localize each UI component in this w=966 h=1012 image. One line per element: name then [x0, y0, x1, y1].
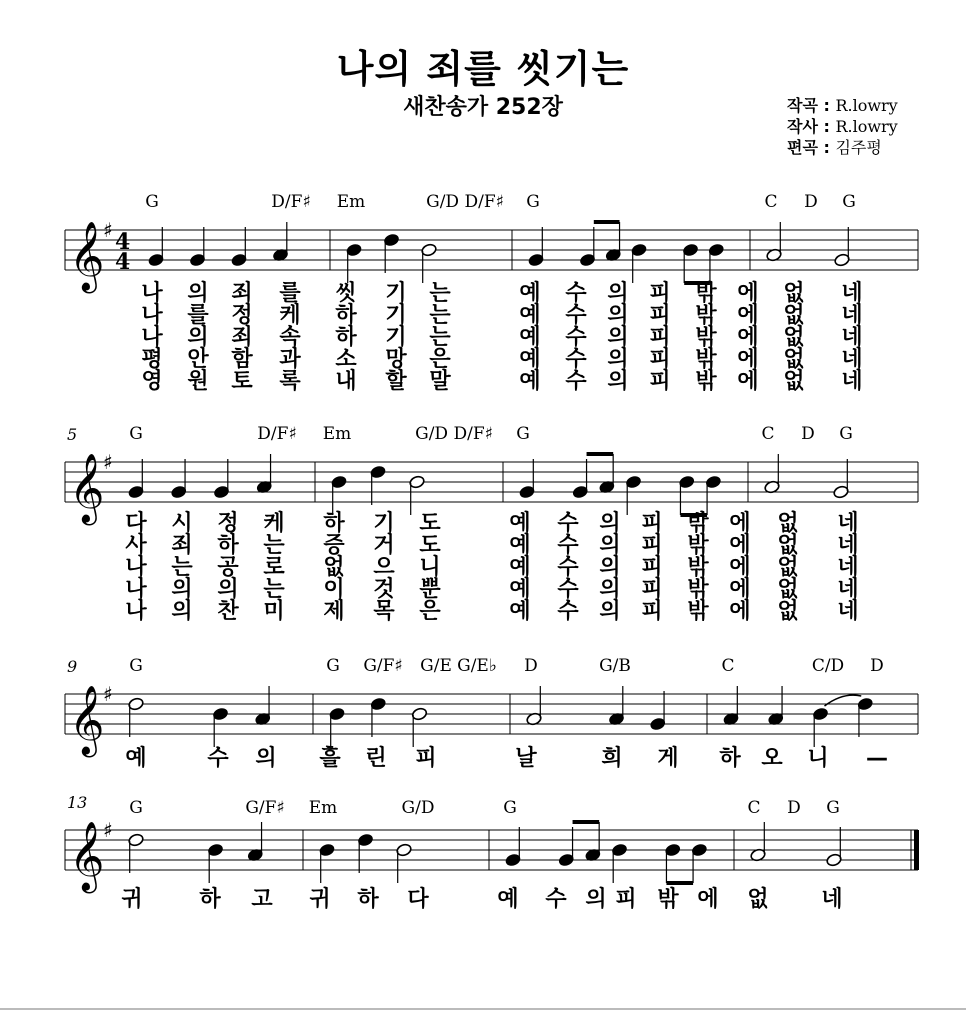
credit-label: 편곡 :: [787, 138, 836, 157]
staff-system: [65, 192, 918, 394]
lyric-syllable: 없: [783, 325, 805, 350]
credit-label: 작사 :: [787, 117, 836, 136]
lyric-syllable: 없: [783, 281, 805, 306]
lyric-syllable: 로: [263, 555, 285, 580]
lyric-syllable: 를: [187, 303, 209, 328]
lyric-syllable: 없: [323, 555, 345, 580]
credit-label: 작곡 :: [787, 96, 836, 115]
lyric-syllable: 나: [141, 325, 163, 350]
chord-symbol: G: [839, 424, 853, 444]
lyric-syllable: 네: [821, 887, 843, 912]
lyric-syllable: 는: [429, 303, 451, 328]
lyric-syllable: 의: [607, 281, 629, 306]
lyric-syllable: 기: [385, 325, 407, 350]
lyric-syllable: 기: [385, 303, 407, 328]
lyric-syllable: 예: [519, 369, 541, 394]
measure-number: 5: [67, 425, 78, 444]
lyric-syllable: 함: [231, 347, 253, 372]
lyric-syllable: 에: [737, 369, 759, 394]
lyric-syllable: 에: [729, 599, 751, 624]
lyric-syllable: 피: [641, 599, 663, 624]
lyric-syllable: 게: [657, 746, 679, 771]
measure-number: 9: [67, 657, 78, 676]
chord-symbol: G: [842, 192, 856, 212]
lyric-syllable: 의: [599, 533, 621, 558]
lyric-syllable: 는: [263, 533, 285, 558]
chord-symbol: C/D: [811, 656, 845, 676]
lyric-syllable: 수: [565, 281, 587, 306]
lyric-syllable: 사: [125, 533, 147, 558]
lyric-syllable: 밖: [695, 347, 717, 372]
lyric-syllable: 피: [641, 511, 663, 536]
lyric-syllable: 를: [279, 281, 301, 306]
lyric-syllable: 밖: [695, 281, 717, 306]
lyric-syllable: 네: [837, 555, 859, 580]
lyric-syllable: 의: [599, 511, 621, 536]
lyric-syllable: 밖: [695, 325, 717, 350]
lyric-syllable: —: [866, 746, 888, 771]
lyric-syllable: 도: [419, 533, 441, 558]
lyric-syllable: 하: [335, 325, 357, 350]
treble-clef-icon: 𝄞: [69, 685, 105, 755]
lyric-syllable: 예: [509, 599, 531, 624]
chord-symbol: G/E: [420, 656, 452, 676]
lyric-syllable: 망: [385, 347, 407, 372]
treble-clef-icon: 𝄞: [69, 221, 105, 291]
lyric-syllable: 의: [607, 303, 629, 328]
lyric-syllable: 네: [837, 577, 859, 602]
lyric-syllable: 나: [141, 281, 163, 306]
lyric-syllable: 수: [565, 303, 587, 328]
lyric-syllable: 귀: [309, 887, 331, 912]
chord-symbol: G: [526, 192, 540, 212]
lyric-syllable: 예: [519, 303, 541, 328]
chord-symbol: D: [801, 424, 815, 444]
lyric-syllable: 밖: [687, 511, 709, 536]
lyric-syllable: 예: [519, 347, 541, 372]
lyric-syllable: 영: [141, 369, 163, 394]
lyric-syllable: 예: [125, 746, 147, 771]
lyric-syllable: 미: [263, 599, 285, 624]
credit-value: 김주평: [835, 138, 882, 157]
staff-system: [65, 793, 919, 912]
lyric-syllable: 토: [231, 369, 253, 394]
chord-symbol: G: [129, 424, 143, 444]
chord-symbol: G: [129, 798, 143, 818]
lyric-syllable: 밖: [687, 577, 709, 602]
treble-clef-icon: 𝄞: [69, 821, 105, 891]
lyric-syllable: 예: [509, 511, 531, 536]
lyric-syllable: 기: [373, 511, 395, 536]
lyric-syllable: 의: [599, 599, 621, 624]
lyric-syllable: 찬: [217, 599, 239, 624]
lyric-syllable: 케: [279, 303, 301, 328]
lyric-syllable: 에: [729, 533, 751, 558]
lyric-syllable: 이: [323, 577, 345, 602]
lyric-syllable: 예: [509, 533, 531, 558]
lyric-syllable: 내: [335, 369, 357, 394]
final-barline: [914, 830, 919, 870]
chord-symbol: C: [721, 656, 735, 676]
lyric-syllable: 의: [187, 281, 209, 306]
chord-symbol: G/D D/F♯: [426, 192, 504, 212]
lyric-syllable: 속: [279, 325, 301, 350]
lyric-syllable: 네: [841, 281, 863, 306]
lyric-syllable: 죄: [231, 281, 253, 306]
lyric-syllable: 소: [335, 347, 357, 372]
lyric-syllable: 나: [141, 303, 163, 328]
lyric-syllable: 수: [207, 746, 229, 771]
lyric-syllable: 피: [649, 325, 671, 350]
lyric-syllable: 나: [125, 577, 147, 602]
lyric-syllable: 없: [777, 533, 799, 558]
chord-symbol: G/E♭: [457, 656, 497, 676]
chord-symbol: G/F♯: [363, 656, 403, 676]
lyric-syllable: 는: [429, 281, 451, 306]
lyric-syllable: 의: [607, 325, 629, 350]
lyric-syllable: 에: [737, 281, 759, 306]
lyric-syllable: 피: [649, 369, 671, 394]
lyric-syllable: 린: [365, 746, 387, 771]
lyric-syllable: 피: [641, 533, 663, 558]
lyric-syllable: 예: [519, 325, 541, 350]
lyric-syllable: 의: [255, 746, 277, 771]
lyric-syllable: 수: [565, 325, 587, 350]
lyric-syllable: 록: [279, 369, 301, 394]
lyric-syllable: 거: [373, 533, 395, 558]
lyric-syllable: 밖: [657, 887, 679, 912]
key-signature-sharp: ♯: [103, 682, 113, 706]
chord-symbol: G: [129, 656, 143, 676]
lyric-syllable: 밖: [695, 303, 717, 328]
lyric-syllable: 말: [429, 369, 451, 394]
chord-symbol: G: [326, 656, 340, 676]
chord-symbol: D: [787, 798, 801, 818]
lyric-syllable: 는: [171, 555, 193, 580]
chord-symbol: G: [145, 192, 159, 212]
lyric-syllable: 케: [263, 511, 285, 536]
lyric-syllable: 수: [557, 599, 579, 624]
lyric-syllable: 씻: [335, 281, 357, 306]
lyric-syllable: 하: [323, 511, 345, 536]
chord-symbol: D/F♯: [257, 424, 297, 444]
key-signature-sharp: ♯: [103, 450, 113, 474]
lyric-syllable: 에: [697, 887, 719, 912]
lyric-syllable: 피: [649, 281, 671, 306]
lyric-syllable: 수: [545, 887, 567, 912]
lyric-syllable: 증: [323, 533, 345, 558]
key-signature-sharp: ♯: [103, 818, 113, 842]
lyric-syllable: 예: [509, 577, 531, 602]
lyric-syllable: 과: [279, 347, 301, 372]
lyric-syllable: 의: [171, 599, 193, 624]
lyric-syllable: 네: [837, 599, 859, 624]
lyric-syllable: 네: [837, 511, 859, 536]
lyric-syllable: 하: [199, 887, 221, 912]
lyric-syllable: 다: [407, 887, 429, 912]
lyric-syllable: 에: [737, 347, 759, 372]
lyric-syllable: 제: [323, 599, 345, 624]
lyric-syllable: 에: [729, 511, 751, 536]
lyric-syllable: 에: [737, 325, 759, 350]
chord-symbol: D: [524, 656, 538, 676]
time-signature-bottom: 4: [115, 249, 131, 275]
lyric-syllable: 의: [585, 887, 607, 912]
lyric-syllable: 으: [373, 555, 395, 580]
lyric-syllable: 은: [429, 347, 451, 372]
lyric-syllable: 은: [419, 599, 441, 624]
chord-symbol: C: [747, 798, 761, 818]
lyric-syllable: 의: [607, 369, 629, 394]
lyric-syllable: 니: [419, 555, 441, 580]
lyric-syllable: 예: [497, 887, 519, 912]
lyric-syllable: 수: [557, 511, 579, 536]
chord-symbol: D: [804, 192, 818, 212]
lyric-syllable: 니: [807, 746, 829, 771]
lyric-syllable: 네: [841, 325, 863, 350]
lyric-syllable: 귀: [121, 887, 143, 912]
lyric-syllable: 의: [187, 325, 209, 350]
lyric-syllable: 하: [357, 887, 379, 912]
page-bottom-rule: [0, 1008, 966, 1010]
lyric-syllable: 네: [841, 347, 863, 372]
song-title: 나의 죄를 씻기는: [336, 47, 630, 91]
lyric-syllable: 없: [777, 599, 799, 624]
lyric-syllable: 피: [641, 577, 663, 602]
chord-symbol: Em: [336, 192, 366, 212]
chord-symbol: G: [516, 424, 530, 444]
hymn-number: 새찬송가 252장: [403, 95, 563, 120]
lyric-syllable: 에: [729, 577, 751, 602]
lyric-syllable: 정: [217, 511, 239, 536]
chord-symbol: G: [503, 798, 517, 818]
lyric-syllable: 뿐: [419, 577, 441, 602]
chord-symbol: D: [870, 656, 884, 676]
lyric-syllable: 나: [125, 555, 147, 580]
lyric-syllable: 고: [251, 887, 273, 912]
lyric-syllable: 밖: [695, 369, 717, 394]
lyric-syllable: 오: [761, 746, 783, 771]
time-signature-top: 4: [115, 229, 131, 255]
lyric-syllable: 밖: [687, 555, 709, 580]
lyric-syllable: 날: [515, 746, 537, 771]
lyric-syllable: 는: [429, 325, 451, 350]
chord-symbol: G/D: [401, 798, 435, 818]
lyric-syllable: 죄: [231, 325, 253, 350]
lyric-syllable: 공: [217, 555, 239, 580]
lyric-syllable: 의: [599, 577, 621, 602]
lyric-syllable: 다: [125, 511, 147, 536]
lyric-syllable: 의: [217, 577, 239, 602]
lyric-syllable: 네: [841, 369, 863, 394]
lyric-syllable: 에: [729, 555, 751, 580]
lyric-syllable: 기: [385, 281, 407, 306]
lyric-syllable: 피: [649, 303, 671, 328]
staff-system: [65, 424, 918, 624]
lyric-syllable: 하: [719, 746, 741, 771]
lyric-syllable: 의: [599, 555, 621, 580]
key-signature-sharp: ♯: [103, 218, 113, 242]
lyric-syllable: 예: [509, 555, 531, 580]
lyric-syllable: 피: [649, 347, 671, 372]
lyric-syllable: 밖: [687, 533, 709, 558]
chord-symbol: Em: [308, 798, 338, 818]
lyric-syllable: 는: [263, 577, 285, 602]
lyric-syllable: 평: [141, 347, 163, 372]
chord-symbol: G/F♯: [245, 798, 285, 818]
lyric-syllable: 에: [737, 303, 759, 328]
chord-symbol: G/D D/F♯: [415, 424, 493, 444]
lyric-syllable: 흘: [319, 746, 341, 771]
lyric-syllable: 없: [783, 369, 805, 394]
staff-system: [65, 656, 918, 771]
lyric-syllable: 의: [171, 577, 193, 602]
chord-symbol: D/F♯: [271, 192, 311, 212]
lyric-syllable: 피: [615, 887, 637, 912]
lyric-syllable: 하: [217, 533, 239, 558]
lyric-syllable: 시: [171, 511, 193, 536]
lyric-syllable: 것: [373, 577, 395, 602]
lyric-syllable: 네: [841, 303, 863, 328]
lyric-syllable: 없: [777, 577, 799, 602]
lyric-syllable: 없: [783, 347, 805, 372]
lyric-syllable: 없: [777, 511, 799, 536]
chord-symbol: G/B: [599, 656, 631, 676]
chord-symbol: G: [826, 798, 840, 818]
lyric-syllable: 수: [557, 555, 579, 580]
treble-clef-icon: 𝄞: [69, 453, 105, 523]
lyric-syllable: 죄: [171, 533, 193, 558]
measure-number: 13: [67, 793, 88, 812]
chord-symbol: Em: [322, 424, 352, 444]
lyric-syllable: 없: [747, 887, 769, 912]
lyric-syllable: 할: [385, 369, 407, 394]
lyric-syllable: 수: [557, 577, 579, 602]
lyric-syllable: 안: [187, 347, 209, 372]
lyric-syllable: 수: [557, 533, 579, 558]
lyric-syllable: 도: [419, 511, 441, 536]
lyric-syllable: 수: [565, 347, 587, 372]
lyric-syllable: 피: [415, 746, 437, 771]
lyric-syllable: 네: [837, 533, 859, 558]
lyric-syllable: 목: [373, 599, 395, 624]
credit-value: R.lowry: [835, 117, 898, 136]
lyric-syllable: 없: [777, 555, 799, 580]
lyric-syllable: 의: [607, 347, 629, 372]
lyric-syllable: 나: [125, 599, 147, 624]
lyric-syllable: 피: [641, 555, 663, 580]
lyric-syllable: 수: [565, 369, 587, 394]
chord-symbol: C: [764, 192, 778, 212]
lyric-syllable: 밖: [687, 599, 709, 624]
lyric-syllable: 희: [601, 746, 623, 771]
lyric-syllable: 정: [231, 303, 253, 328]
lyric-syllable: 원: [187, 369, 209, 394]
credit-value: R.lowry: [835, 96, 898, 115]
chord-symbol: C: [761, 424, 775, 444]
lyric-syllable: 없: [783, 303, 805, 328]
lyric-syllable: 하: [335, 303, 357, 328]
lyric-syllable: 예: [519, 281, 541, 306]
